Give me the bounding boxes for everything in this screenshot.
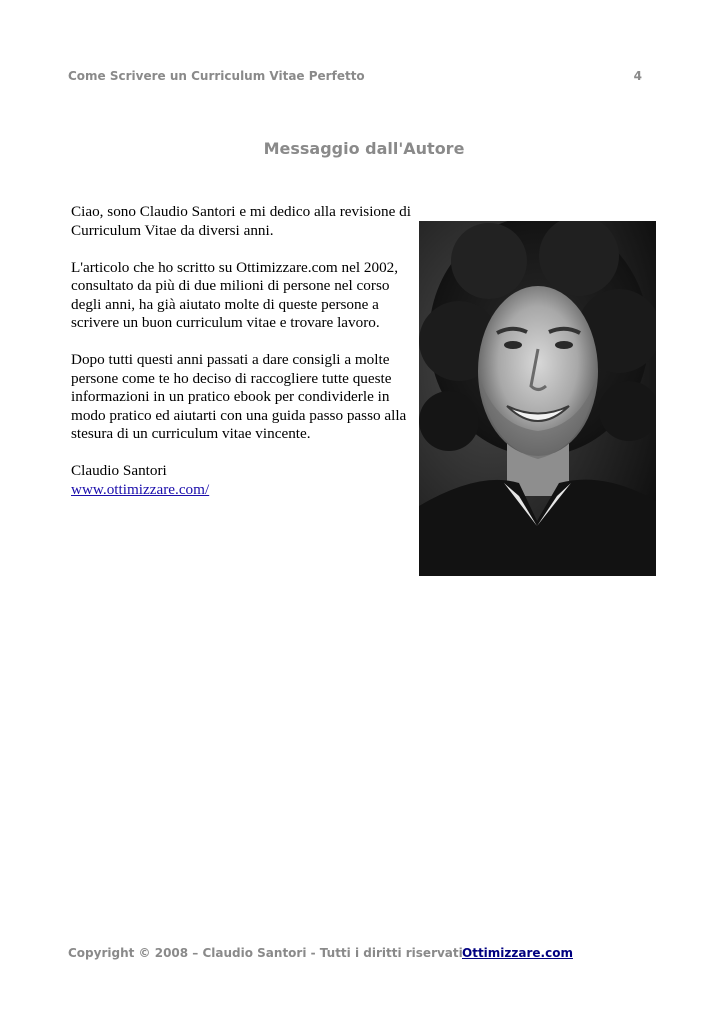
- author-portrait-photo: [419, 221, 656, 576]
- signature-link[interactable]: www.ottimizzare.com/: [71, 480, 210, 498]
- author-message: [71, 203, 416, 499]
- footer-copyright: Copyright © 2008 – Claudio Santori - Tutti i diritti riservati: [68, 946, 463, 960]
- page-title: Messaggio dall'Autore: [263, 139, 465, 158]
- header-doc-title: Come Scrivere un Curriculum Vitae Perfetto: [68, 69, 365, 83]
- paragraph-intro: Ciao, sono Claudio Santori e mi dedico alla revisione di Curriculum Vitae da diversi anni.: [71, 203, 411, 239]
- signature-name: Claudio Santori: [71, 462, 167, 479]
- header-page-number: 4: [633, 69, 642, 83]
- author-portrait-image: [419, 221, 656, 576]
- paragraph-ebook: Dopo tutti questi anni passati a dare consigli a molte persone come te ho deciso di raccogliere tutte queste informazioni in un pratico ebook per condividerle in modo pratico ed aiutarti con una guida passo passo alla stesura di un curriculum vitae vincente.: [71, 351, 407, 442]
- signature-block: [71, 462, 416, 499]
- footer-site-link[interactable]: Ottimizzare.com: [462, 946, 573, 960]
- paragraph-article: L'articolo che ho scritto su Ottimizzare.com nel 2002, consultato da più di due milioni di persone nel corso degli anni, ha già aiutato molte di queste persone a scrivere un buon curriculum vitae e trovare lavoro.: [71, 258, 399, 331]
